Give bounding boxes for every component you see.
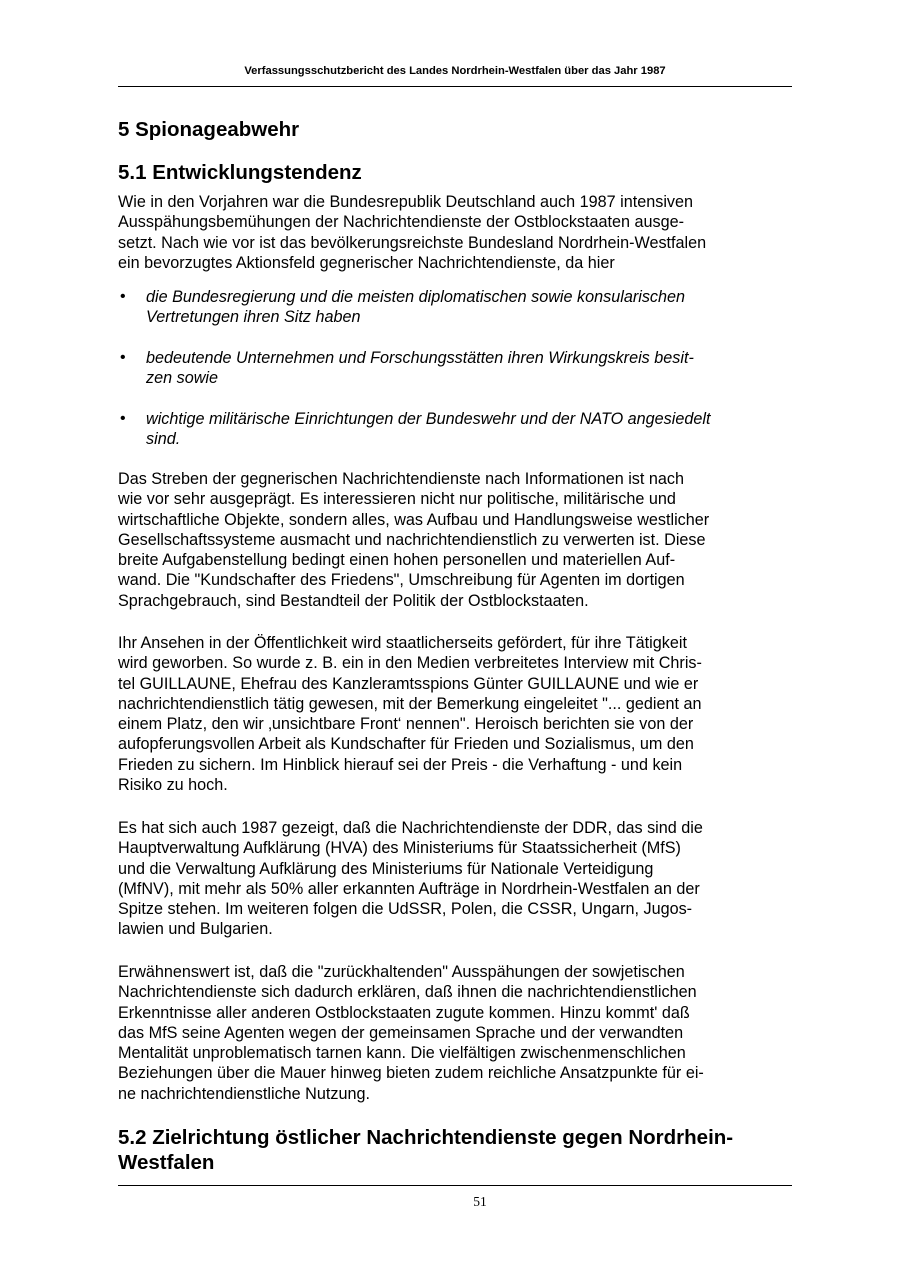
intro-paragraph [118,192,798,273]
text-line: Beziehungen über die Mauer hinweg bieten zudem reichliche Ansatzpunkte für ei- [118,1064,704,1083]
text-line: sind. [146,430,181,449]
text-line: (MfNV), mit mehr als 50% aller erkannten Aufträge in Nordrhein-Westfalen an der [118,879,700,898]
running-header: Verfassungsschutzbericht des Landes Nordrhein-Westfalen über das Jahr 1987 [244,65,666,77]
heading-line: Westfalen [118,1151,215,1174]
body-paragraph [118,633,798,795]
heading-line: 5.2 Zielrichtung östlicher Nachrichtendienste gegen Nordrhein- [118,1126,734,1149]
text-line: Spitze stehen. Im weiteren folgen die UdSSR, Polen, die CSSR, Ungarn, Jugos- [118,900,693,919]
text-line: ne nachrichtendienstliche Nutzung. [118,1084,370,1103]
text-line: Das Streben der gegnerischen Nachrichtendienste nach Informationen ist nach [118,470,685,488]
footer-rule [118,1185,792,1186]
text-line: Vertretungen ihren Sitz haben [146,308,361,327]
text-line: Sprachgebrauch, sind Bestandteil der Politik der Ostblockstaaten. [118,591,589,610]
text-line: setzt. Nach wie vor ist das bevölkerungsreichste Bundesland Nordrhein-Westfalen [118,233,707,252]
text-line: Nachrichtendienste sich dadurch erklären, daß ihnen die nachrichtendienstlichen [118,983,697,1002]
text-line: wichtige militärische Einrichtungen der Bundeswehr und der NATO angesiedelt [146,410,711,428]
text-line: Erkenntnisse aller anderen Ostblockstaaten zugute kommen. Hinzu kommt' daß [118,1003,690,1022]
text-line: ein bevorzugtes Aktionsfeld gegnerischer Nachrichtendienste, da hier [118,253,615,272]
text-line: das MfS seine Agenten wegen der gemeinsamen Sprache und der verwandten [118,1023,684,1042]
text-line: Ausspähungsbemühungen der Nachrichtendienste der Ostblockstaaten ausge- [118,213,685,232]
bullet-item [146,348,796,389]
text-line: zen sowie [146,369,218,388]
text-line: Frieden zu sichern. Im Hinblick hierauf sei der Preis - die Verhaftung - und kein [118,755,683,774]
text-line: Risiko zu hoch. [118,776,228,795]
text-line: bedeutende Unternehmen und Forschungsstätten ihren Wirkungskreis besit- [146,349,694,367]
text-line: Wie in den Vorjahren war die Bundesrepublik Deutschland auch 1987 intensiven [118,193,694,211]
text-line: Hauptverwaltung Aufklärung (HVA) des Ministeriums für Staatssicherheit (MfS) [118,839,681,858]
text-line: breite Aufgabenstellung bedingt einen hohen personellen und materiellen Auf- [118,551,676,570]
text-line: die Bundesregierung und die meisten diplomatischen sowie konsularischen [146,288,686,306]
bullet-point: • [120,288,126,305]
text-line: Es hat sich auch 1987 gezeigt, daß die Nachrichtendienste der DDR, das sind die [118,819,703,837]
bullet-item [146,409,796,450]
text-line: und die Verwaltung Aufklärung des Ministeriums für Nationale Verteidigung [118,859,654,878]
bullet-point: • [120,410,126,427]
text-line: Gesellschaftssysteme ausmacht und nachrichtendienstlich zu verwerten ist. Diese [118,530,706,549]
body-paragraph [118,469,798,611]
chapter-heading: 5 Spionageabwehr [118,118,300,141]
text-line: nachrichtendienstlich tätig gewesen, mit der Bemerkung eingeleitet "... gedient an [118,694,702,713]
header-rule [118,86,792,87]
text-line: tel GUILLAUNE, Ehefrau des Kanzleramtsspions Günter GUILLAUNE und wie er [118,674,699,693]
section-heading-5-1: 5.1 Entwicklungstendenz [118,161,362,184]
text-line: Mentalität unproblematisch tarnen kann. Die vielfältigen zwischenmenschlichen [118,1044,686,1063]
text-line: aufopferungsvollen Arbeit als Kundschafter für Frieden und Sozialismus, um den [118,735,694,754]
text-line: wird geworben. So wurde z. B. ein in den Medien verbreitetes Interview mit Chris- [118,654,702,673]
section-heading-5-2 [118,1125,733,1175]
text-line: Erwähnenswert ist, daß die "zurückhaltenden" Ausspähungen der sowjetischen [118,963,685,981]
bullet-point: • [120,349,126,366]
text-line: wirtschaftliche Objekte, sondern alles, was Aufbau und Handlungsweise westlicher [118,510,710,529]
text-line: wand. Die "Kundschafter des Friedens", Umschreibung für Agenten im dortigen [118,571,685,590]
text-line: einem Platz, den wir ‚unsichtbare Front‘ nennen". Heroisch berichten sie von der [118,715,694,734]
body-paragraph [118,962,798,1104]
text-line: wie vor sehr ausgeprägt. Es interessieren nicht nur politische, militärische und [118,490,676,509]
page-number: 51 [473,1194,487,1209]
text-line: lawien und Bulgarien. [118,920,273,939]
text-line: Ihr Ansehen in der Öffentlichkeit wird staatlicherseits gefördert, für ihre Tätigkeit [118,634,687,652]
body-paragraph [118,818,798,940]
bullet-item [146,287,796,328]
